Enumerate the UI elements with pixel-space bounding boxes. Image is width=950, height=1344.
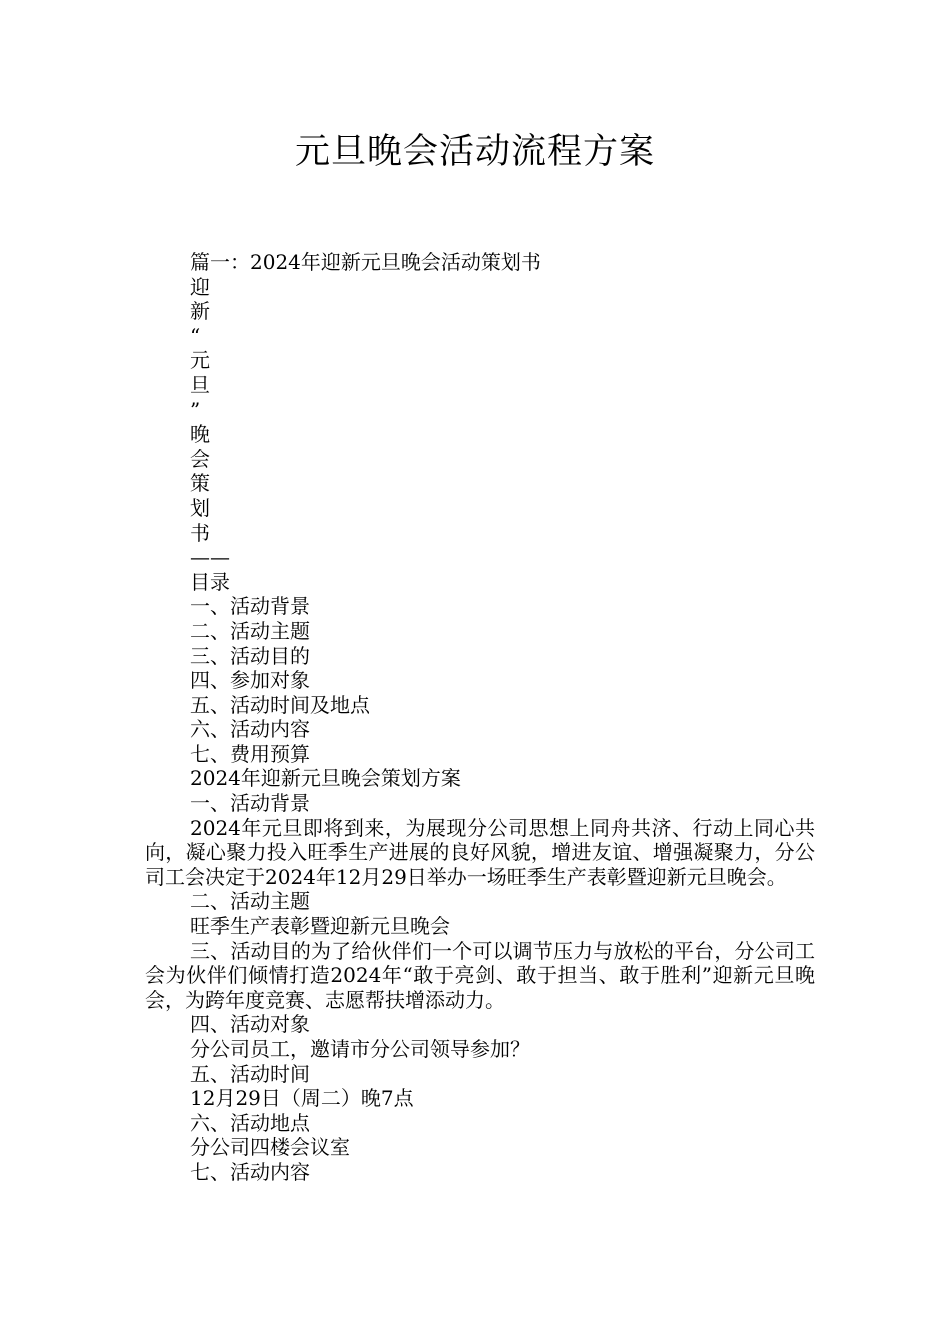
section-text: 旺季生产表彰暨迎新元旦晚会	[190, 914, 450, 939]
chapter-heading: 篇一：2024年迎新元旦晚会活动策划书	[190, 250, 541, 274]
vertical-title-char: 策	[190, 471, 210, 496]
section-heading: 五、活动时间	[190, 1061, 310, 1086]
vertical-title-char: 书	[190, 520, 210, 545]
vertical-title-char: 划	[190, 495, 210, 520]
vertical-title-char: 旦	[190, 372, 210, 397]
plan-title: 2024年迎新元旦晚会策划方案	[190, 766, 461, 791]
section-heading: 二、活动主题	[190, 889, 310, 914]
toc-item: 五、活动时间及地点	[190, 692, 370, 717]
toc-item: 六、活动内容	[190, 717, 310, 742]
vertical-title-char: 元	[190, 348, 210, 373]
vertical-title-char: ”	[190, 397, 201, 422]
vertical-title-char: 晚	[190, 422, 210, 447]
section-text: 分公司员工，邀请市分公司领导参加？	[190, 1037, 530, 1061]
vertical-title	[145, 275, 815, 546]
section-heading: 一、活动背景	[190, 791, 310, 816]
toc-list	[145, 594, 815, 766]
toc-item: 二、活动主题	[190, 618, 310, 643]
vertical-title-char: 新	[190, 299, 210, 324]
vertical-title-char: “	[190, 323, 201, 348]
toc-item: 七、费用预算	[190, 741, 310, 766]
section-text: 分公司四楼会议室	[190, 1135, 350, 1160]
section-text: 12月29日（周二）晚7点	[190, 1086, 414, 1111]
toc-item: 四、参加对象	[190, 668, 310, 693]
section-heading: 四、活动对象	[190, 1012, 310, 1037]
document-body	[145, 250, 815, 1185]
toc-heading: 目录	[190, 569, 230, 594]
section-paragraph: 2024年元旦即将到来，为展现分公司思想上同舟共济、行动上同心共向，凝心聚力投入旺季生产进展的良好风貌，增进友谊、增强凝聚力，分公司工会决定于2024年12月29日举办一场旺季生产表彰暨迎新元旦晚会。	[145, 815, 815, 889]
vertical-title-char: 会	[190, 446, 210, 471]
section-heading: 六、活动地点	[190, 1110, 310, 1135]
document-title: 元旦晚会活动流程方案	[294, 132, 655, 172]
dash-separator: ——	[190, 545, 230, 570]
toc-item: 三、活动目的	[190, 643, 310, 668]
section-paragraph: 三、活动目的为了给伙伴们一个可以调节压力与放松的平台，分公司工会为伙伴们倾情打造2024年“敢于亮剑、敢于担当、敢于胜利”迎新元旦晚会，为跨年度竞赛、志愿帮扶增添动力。	[145, 938, 815, 1012]
vertical-title-char: 迎	[190, 274, 210, 299]
section-heading: 七、活动内容	[190, 1159, 310, 1184]
toc-item: 一、活动背景	[190, 594, 310, 619]
